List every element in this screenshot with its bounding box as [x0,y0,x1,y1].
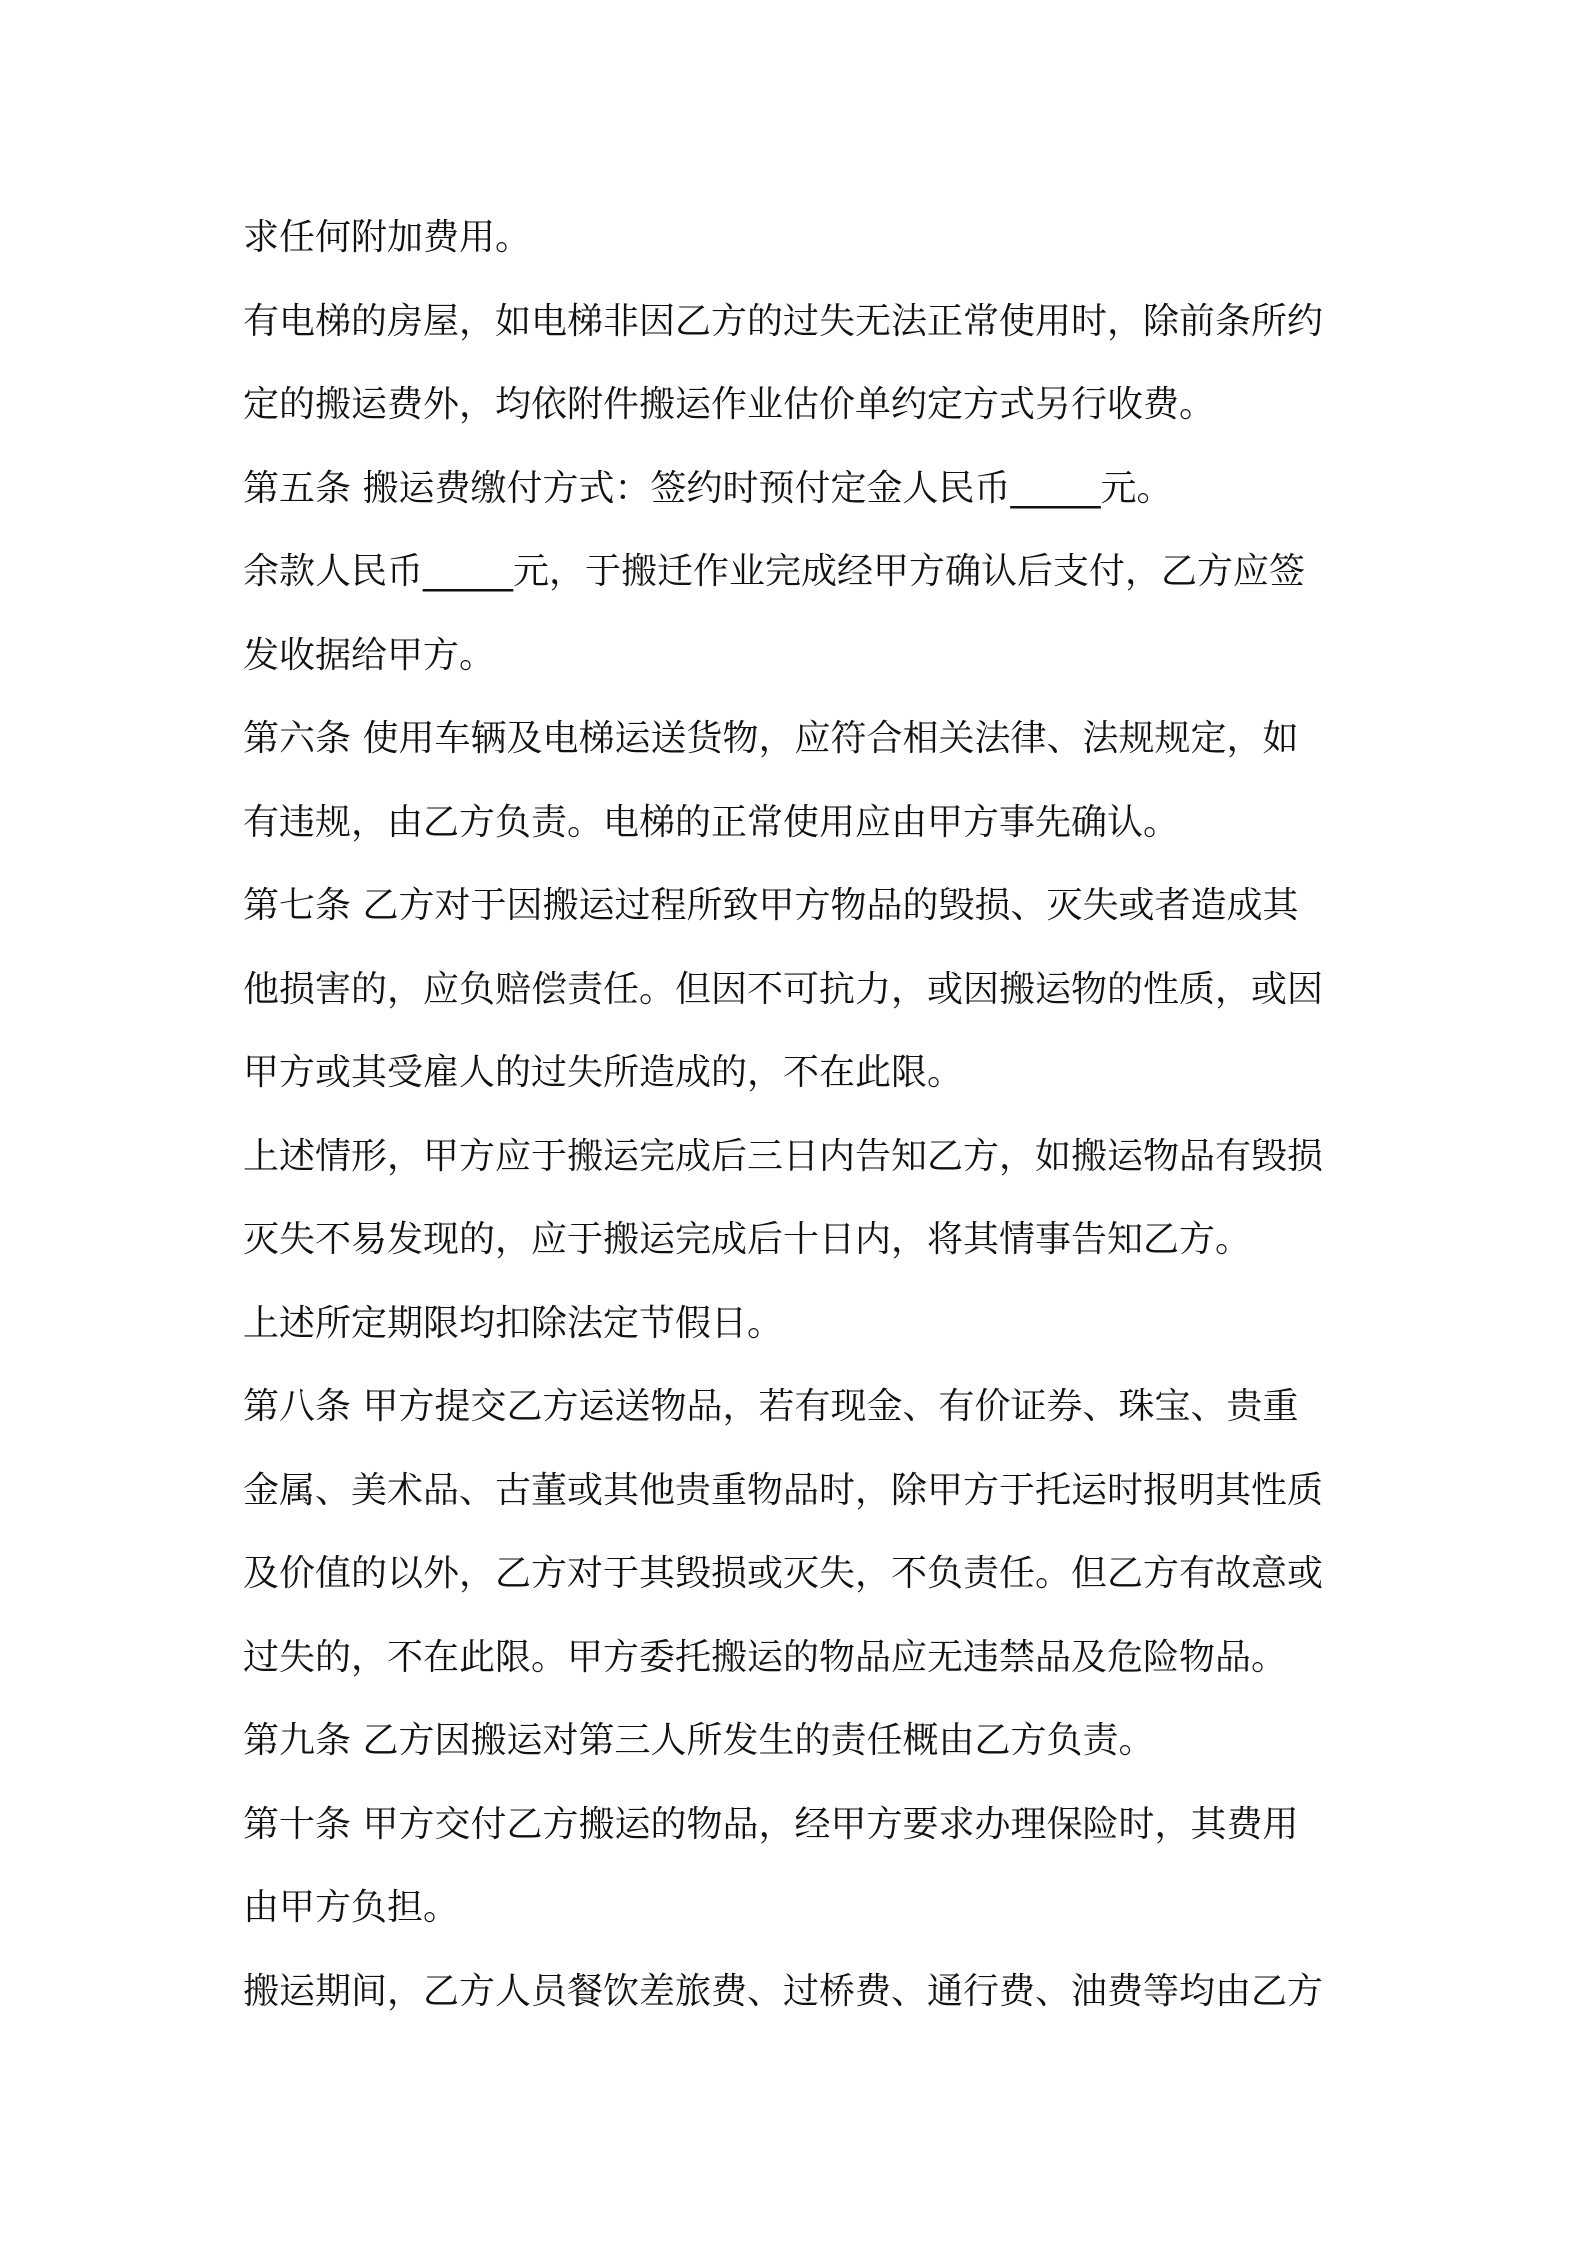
text-line: 第五条 搬运费缴付方式：签约时预付定金人民币_____元。 [243,467,1173,509]
text-line: 第七条 乙方对于因搬运过程所致甲方物品的毁损、灭失或者造成其 [243,885,1299,926]
text-line: 由甲方负担。 [243,1887,460,1928]
text-line: 第十条 甲方交付乙方搬运的物品，经甲方要求办理保险时，其费用 [243,1803,1299,1845]
text-line: 上述情形，甲方应于搬运完成后三日内告知乙方，如搬运物品有毁损 [243,1135,1324,1177]
text-line: 有违规，由乙方负责。电梯的正常使用应由甲方事先确认。 [243,801,1180,843]
text-line: 第六条 使用车辆及电梯运送货物，应符合相关法律、法规规定，如 [243,718,1299,759]
text-line: 金属、美术品、古董或其他贵重物品时，除甲方于托运时报明其性质 [243,1469,1324,1511]
text-line: 第八条 甲方提交乙方运送物品，若有现金、有价证券、珠宝、贵重 [243,1386,1299,1427]
text-line: 及价值的以外，乙方对于其毁损或灭失，不负责任。但乙方有故意或 [243,1553,1324,1594]
text-line: 有电梯的房屋，如电梯非因乙方的过失无法正常使用时，除前条所约 [243,300,1324,342]
text-line: 上述所定期限均扣除法定节假日。 [243,1302,784,1344]
text-line: 过失的，不在此限。甲方委托搬运的物品应无违禁品及危险物品。 [243,1636,1288,1678]
text-line: 灭失不易发现的，应于搬运完成后十日内，将其情事告知乙方。 [243,1219,1252,1260]
text-line: 甲方或其受雇人的过失所造成的，不在此限。 [243,1052,964,1093]
text-line: 求任何附加费用。 [243,217,532,258]
text-line: 余款人民币_____元，于搬迁作业完成经甲方确认后支付，乙方应签 [243,551,1306,592]
text-line: 他损害的，应负赔偿责任。但因不可抗力，或因搬运物的性质，或因 [243,968,1324,1010]
text-line: 第九条 乙方因搬运对第三人所发生的责任概由乙方负责。 [243,1720,1155,1761]
text-line: 定的搬运费外，均依附件搬运作业估价单约定方式另行收费。 [243,384,1216,425]
text-line: 发收据给甲方。 [243,634,496,676]
contract-text-block [243,196,1363,2033]
text-line: 搬运期间，乙方人员餐饮差旅费、过桥费、通行费、油费等均由乙方 [243,1970,1324,2012]
